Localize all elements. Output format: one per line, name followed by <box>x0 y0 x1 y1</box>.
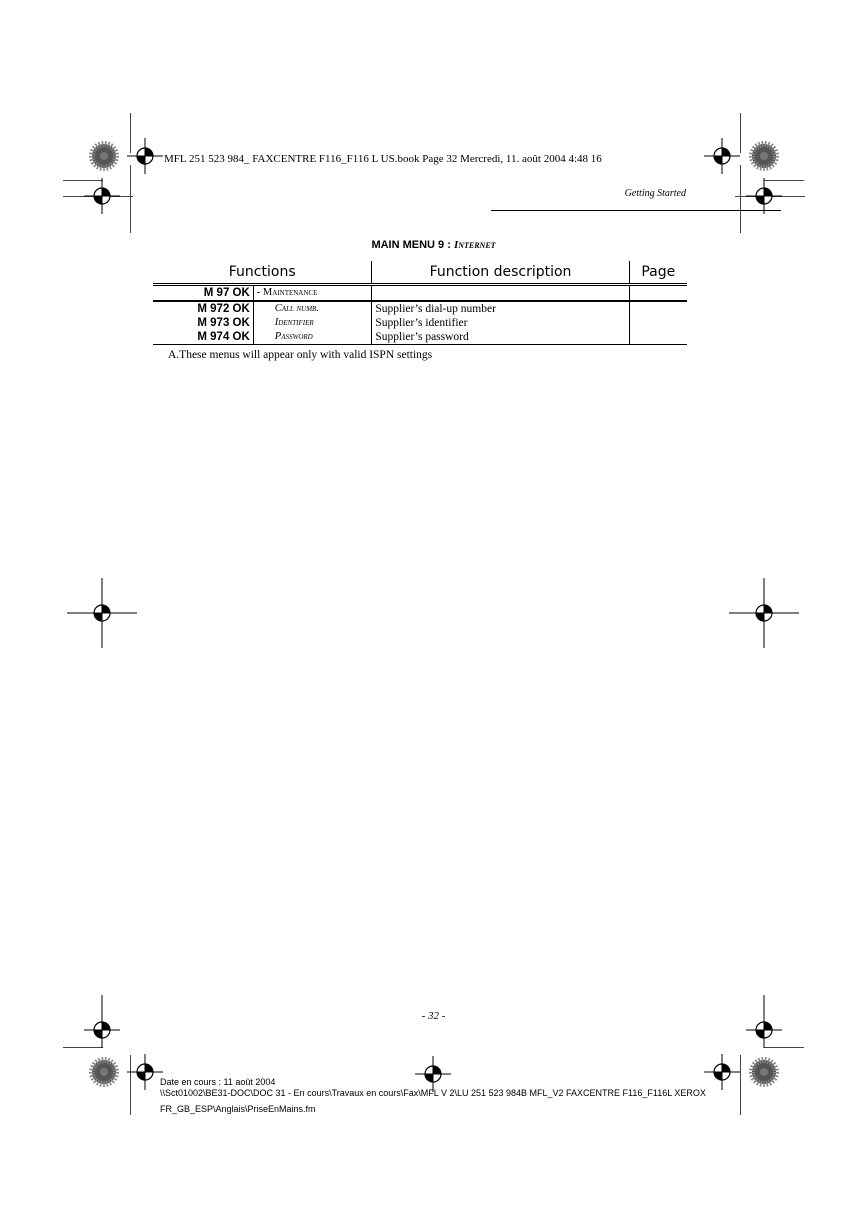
function-name <box>253 330 372 345</box>
menu-table <box>153 261 687 345</box>
menu-code: M 972 OK <box>153 301 253 316</box>
column-header-functions: Functions <box>153 261 372 285</box>
function-description: Supplier’s password <box>372 330 629 345</box>
table-row <box>153 301 687 316</box>
column-header-description: Function description <box>372 261 629 285</box>
page-ref <box>629 285 687 302</box>
menu-code: M 974 OK <box>153 330 253 345</box>
menu-title-prefix: MAIN MENU 9 : <box>371 239 454 251</box>
file-path-line-2: FR_GB_ESP\Anglais\PriseEnMains.fm <box>160 1104 316 1114</box>
page-ref <box>629 330 687 345</box>
menu-code: M 973 OK <box>153 316 253 330</box>
function-label: Call numb. <box>274 303 319 314</box>
function-dash: - <box>256 287 263 298</box>
book-info-line: MFL 251 523 984_ FAXCENTRE F116_F116 L US.book Page 32 Mercredi, 11. août 2004 4:48 16 <box>164 153 602 165</box>
function-description <box>372 285 629 302</box>
function-name <box>253 301 372 316</box>
page-ref <box>629 301 687 316</box>
table-row <box>153 330 687 345</box>
function-name <box>253 285 372 302</box>
running-head: Getting Started <box>624 188 686 199</box>
function-label: Maintenance <box>262 287 318 298</box>
column-header-page: Page <box>641 264 676 280</box>
page-ref <box>629 316 687 330</box>
date-line: Date en cours : 11 août 2004 <box>160 1077 276 1087</box>
page-number: - 32 - <box>421 1010 446 1022</box>
menu-title-name: Internet <box>453 239 496 251</box>
file-path-line: \\Sct01002\BE31-DOC\DOC 31 - En cours\Travaux en cours\Fax\MFL V 2\LU 251 523 984B MFL_V2 FAXCENTRE F116_F116L XEROX <box>160 1088 706 1098</box>
function-label: Password <box>274 331 313 342</box>
menu-code: M 97 OK <box>153 285 253 302</box>
function-description: Supplier’s dial-up number <box>372 301 629 316</box>
function-name <box>253 316 372 330</box>
table-row <box>153 316 687 330</box>
header-rule <box>491 210 781 211</box>
table-header-row <box>153 261 687 285</box>
function-label: Identifier <box>274 317 314 328</box>
table-row <box>153 285 687 302</box>
menu-title <box>0 239 867 251</box>
footnote: A.These menus will appear only with valid ISPN settings <box>168 349 433 361</box>
function-description: Supplier’s identifier <box>372 316 629 330</box>
